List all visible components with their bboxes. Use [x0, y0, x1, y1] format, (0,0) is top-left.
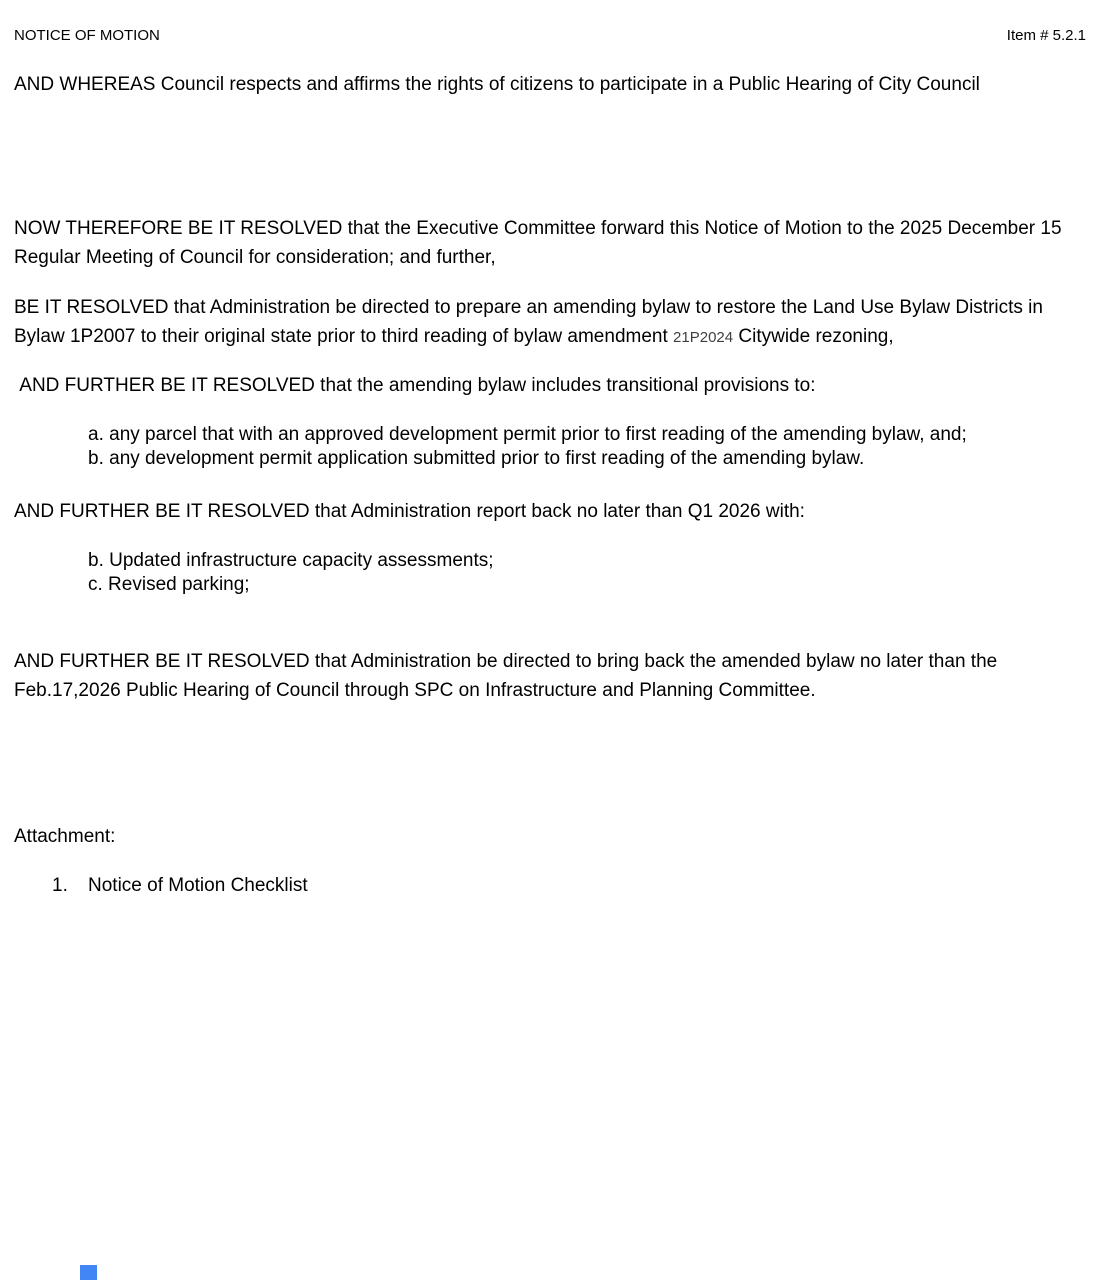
paragraph-further-bring-back: AND FURTHER BE IT RESOLVED that Administration be directed to bring back the amended bylaw no later than the Feb.17,2026 Public Hearing of Council through SPC on Infrastructure and Planning Committee.: [14, 651, 998, 701]
list-item-infrastructure: b. Updated infrastructure capacity assessments;: [88, 550, 494, 571]
paragraph-be-it-resolved: [14, 293, 1086, 352]
attachment-list-item: [52, 871, 1086, 900]
item-number-label: Item # 5.2.1: [1006, 27, 1086, 44]
paragraph-now-therefore: NOW THEREFORE BE IT RESOLVED that the Executive Committee forward this Notice of Motion to the 2025 December 15 Regular Meeting of Council for consideration; and further,: [14, 218, 1062, 268]
attachment-heading: Attachment:: [14, 826, 116, 847]
blue-marker: [80, 1265, 97, 1280]
document-header: [14, 27, 1086, 45]
list-item-parking: c. Revised parking;: [88, 574, 250, 595]
citywide-rezoning-text: Citywide rezoning,: [733, 326, 894, 347]
paragraph-whereas: AND WHEREAS Council respects and affirms the rights of citizens to participate in a Public Hearing of City Council: [14, 74, 980, 95]
paragraph-further-transitional: AND FURTHER BE IT RESOLVED that the amending bylaw includes transitional provisions to:: [14, 375, 816, 396]
list-item-parcel: a. any parcel that with an approved development permit prior to first reading of the amending bylaw, and;: [88, 424, 967, 445]
document-type-label: NOTICE OF MOTION: [14, 27, 160, 44]
bylaw-amendment-number: 21P2024: [673, 329, 734, 346]
report-items-list: [88, 549, 1086, 597]
be-it-resolved-text: BE IT RESOLVED that Administration be directed to prepare an amending bylaw to restore the Land Use Bylaw Districts in Bylaw 1P2007 to their original state prior to third reading of bylaw amendment: [14, 297, 1043, 347]
list-item-development-permit: b. any development permit application submitted prior to first reading of the amending bylaw.: [88, 448, 865, 469]
attachment-number: 1.: [52, 875, 68, 896]
transitional-provisions-list: [88, 423, 1086, 471]
paragraph-further-report: AND FURTHER BE IT RESOLVED that Administration report back no later than Q1 2026 with:: [14, 501, 805, 522]
attachment-title: Notice of Motion Checklist: [88, 875, 308, 896]
